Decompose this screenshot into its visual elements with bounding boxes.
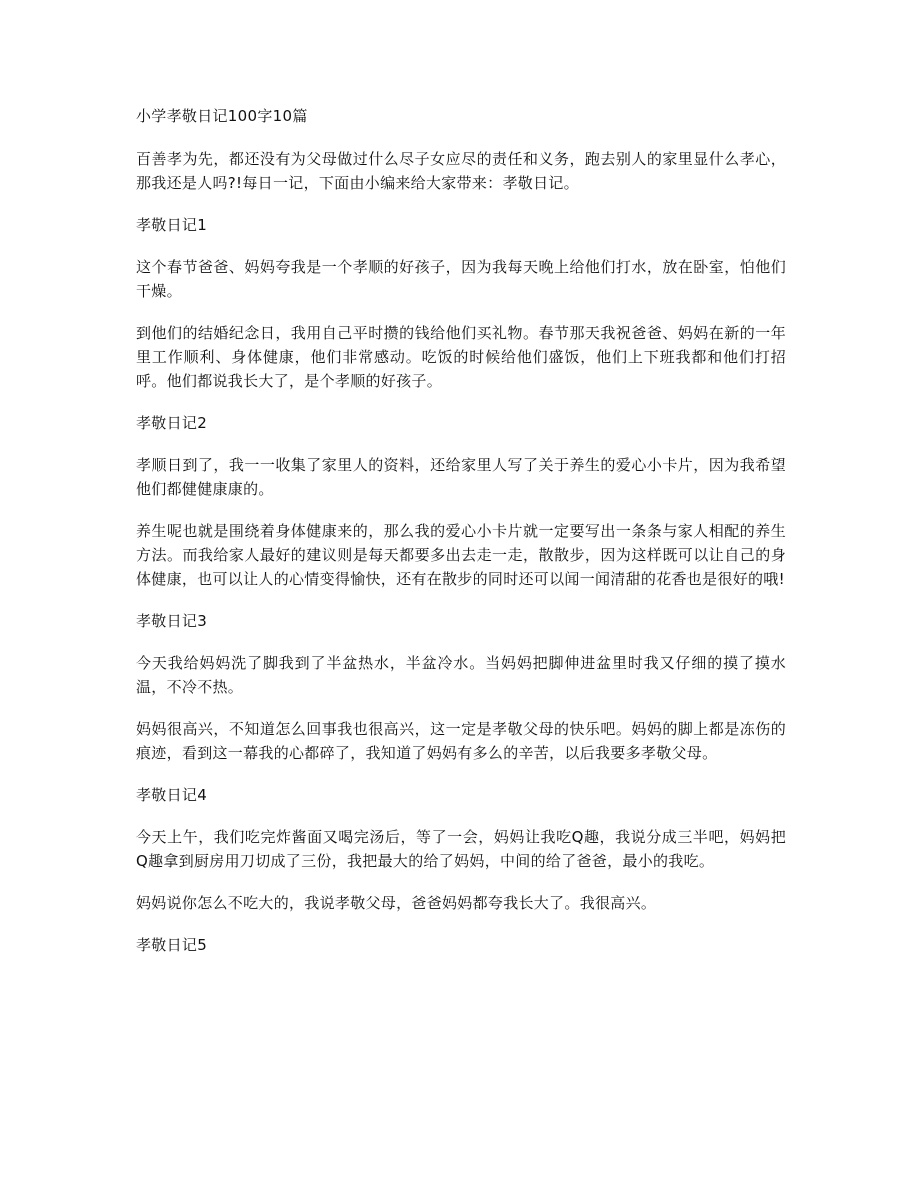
section-paragraph: 妈妈很高兴，不知道怎么回事我也很高兴，这一定是孝敬父母的快乐吧。妈妈的脚上都是冻伤的痕迹，看到这一幕我的心都碎了，我知道了妈妈有多么的辛苦，以后我要多孝敬父母。 [136, 720, 786, 762]
document-title: 小学孝敬日记100字10篇 [136, 107, 308, 125]
section-paragraph: 今天我给妈妈洗了脚我到了半盆热水，半盆冷水。当妈妈把脚伸进盆里时我又仔细的摸了摸水温，不冷不热。 [136, 654, 786, 696]
section-1 [136, 213, 786, 393]
section-heading: 孝敬日记4 [136, 786, 208, 804]
section-heading: 孝敬日记5 [136, 936, 208, 954]
section-heading: 孝敬日记2 [136, 414, 208, 432]
section-paragraph: 养生呢也就是围绕着身体健康来的，那么我的爱心小卡片就一定要写出一条条与家人相配的养生方法。而我给家人最好的建议则是每天都要多出去走一走，散散步，因为这样既可以让自己的身体健康，也可以让人的心情变得愉快，还有在散步的同时还可以闻一闻清甜的花香也是很好的哦! [136, 522, 786, 588]
section-3 [136, 609, 786, 765]
section-paragraph: 到他们的结婚纪念日，我用自己平时攒的钱给他们买礼物。春节那天我祝爸爸、妈妈在新的一年里工作顺利、身体健康，他们非常感动。吃饭的时候给他们盛饭，他们上下班我都和他们打招呼。他们都说我长大了，是个孝顺的好孩子。 [136, 324, 786, 390]
section-paragraph: 妈妈说你怎么不吃大的，我说孝敬父母，爸爸妈妈都夸我长大了。我很高兴。 [136, 894, 657, 912]
section-5 [136, 933, 786, 957]
section-paragraph: 孝顺日到了，我一一收集了家里人的资料，还给家里人写了关于养生的爱心小卡片，因为我希望他们都健健康康的。 [136, 456, 786, 498]
section-heading: 孝敬日记3 [136, 612, 208, 630]
section-2 [136, 411, 786, 591]
section-heading: 孝敬日记1 [136, 216, 208, 234]
section-paragraph: 这个春节爸爸、妈妈夸我是一个孝顺的好孩子，因为我每天晚上给他们打水，放在卧室，怕他们干燥。 [136, 258, 786, 300]
section-4 [136, 783, 786, 915]
document-page [136, 104, 786, 975]
section-paragraph: 今天上午，我们吃完炸酱面又喝完汤后，等了一会，妈妈让我吃Q趣，我说分成三半吧，妈妈把Q趣拿到厨房用刀切成了三份，我把最大的给了妈妈，中间的给了爸爸，最小的我吃。 [136, 828, 786, 870]
intro-paragraph: 百善孝为先，都还没有为父母做过什么尽子女应尽的责任和义务，跑去别人的家里显什么孝心，那我还是人吗?!每日一记，下面由小编来给大家带来：孝敬日记。 [136, 150, 786, 192]
